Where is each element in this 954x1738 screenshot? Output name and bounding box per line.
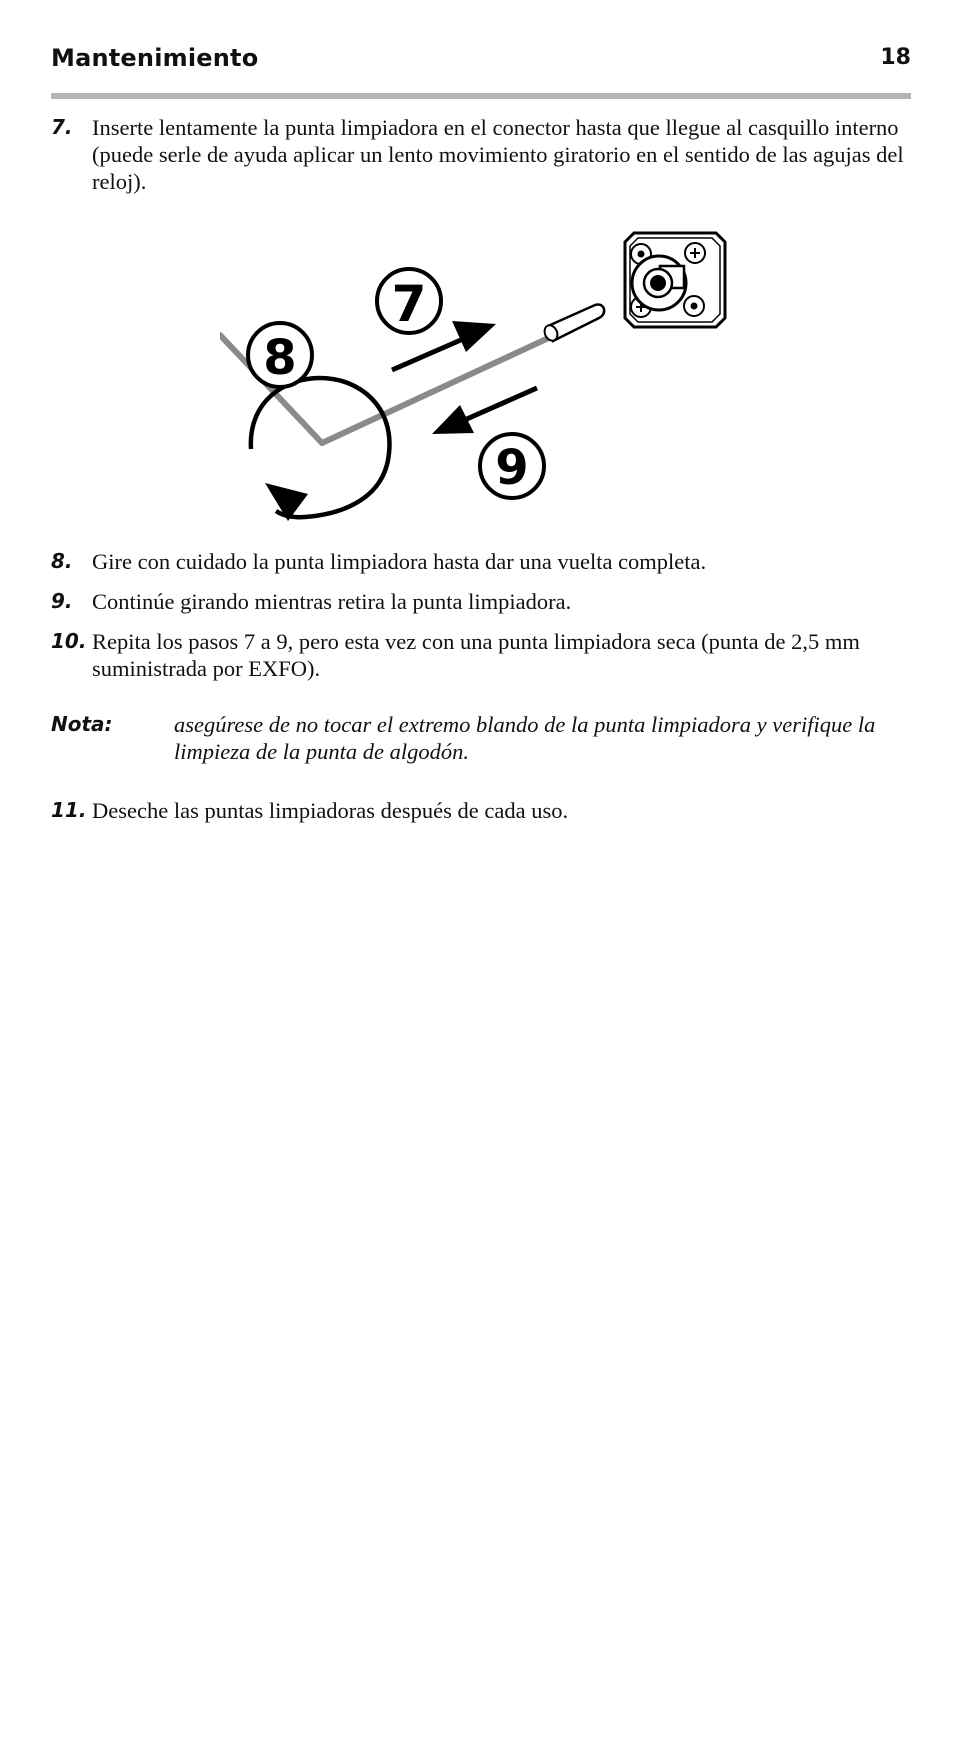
note-text: asegúrese de no tocar el extremo blando de la punta limpiadora y verifique la limpieza de la punta de algodón.	[174, 712, 876, 764]
step-text: Gire con cuidado la punta limpiadora hasta dar una vuelta completa.	[92, 549, 707, 574]
step-text: Deseche las puntas limpiadoras después de cada uso.	[92, 798, 569, 823]
note-label: Nota:	[51, 712, 113, 736]
note	[51, 711, 911, 765]
callout-7	[377, 269, 441, 333]
svg-text:9: 9	[495, 440, 529, 496]
section-title: Mantenimiento	[51, 44, 259, 72]
callout-9	[480, 434, 544, 498]
step-number: 8.	[51, 549, 73, 573]
step-text: Repita los pasos 7 a 9, pero esta vez con una punta limpiadora seca (punta de 2,5 mm suministrada por EXFO).	[92, 629, 860, 681]
step-7	[51, 114, 911, 195]
rotation-arrow-icon	[251, 378, 390, 521]
connector-icon	[625, 233, 725, 327]
step-text: Inserte lentamente la punta limpiadora en el conector hasta que llegue al casquillo interno (puede serle de ayuda aplicar un lento movimiento giratorio en el sentido de las agujas del reloj).	[92, 115, 904, 194]
svg-text:7: 7	[391, 275, 427, 333]
step-10	[51, 628, 911, 682]
page-number: 18	[880, 45, 911, 70]
step-11	[51, 797, 911, 824]
step-number: 10.	[51, 629, 87, 653]
header-divider	[51, 93, 911, 99]
step-8	[51, 548, 911, 575]
step-number: 7.	[51, 115, 73, 139]
page-header	[51, 40, 911, 76]
callout-8	[248, 323, 312, 387]
step-text: Continúe girando mientras retira la punta limpiadora.	[92, 589, 572, 614]
svg-text:8: 8	[263, 330, 297, 386]
step-number: 9.	[51, 589, 73, 613]
step-9	[51, 588, 911, 615]
cleaning-illustration	[220, 225, 740, 535]
withdraw-arrow-icon	[432, 388, 537, 434]
step-number: 11.	[51, 798, 87, 822]
